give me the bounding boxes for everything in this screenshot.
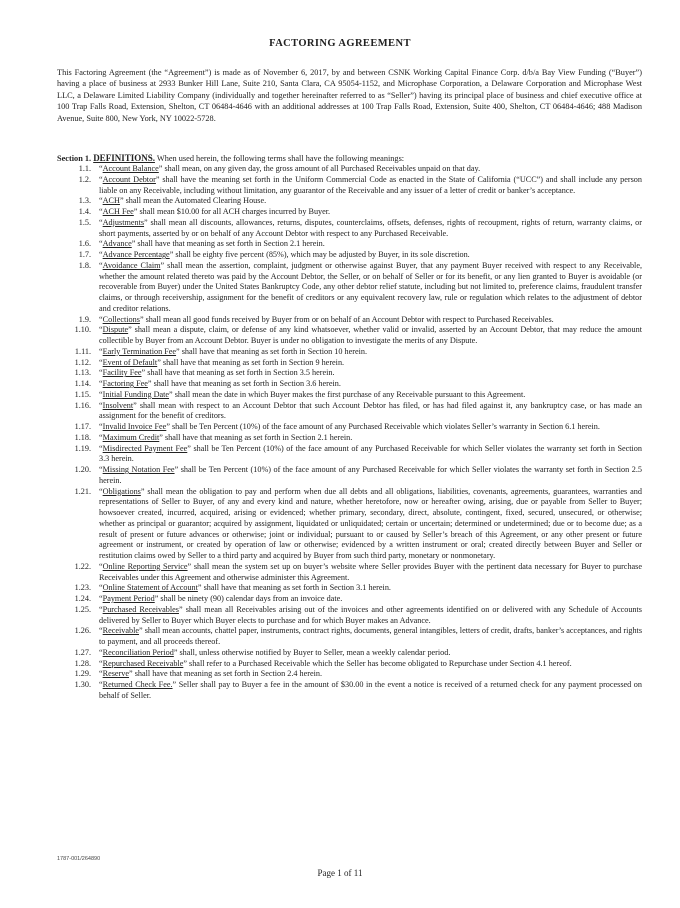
definition-item — [57, 444, 642, 466]
definition-text: ” shall refer to a Purchased Receivable which the Seller has become obligated to Repurchase under Section 4.1 hereof. — [183, 658, 572, 668]
definition-term: Online Reporting Service — [102, 561, 188, 571]
definition-item — [57, 433, 642, 444]
definition-item — [57, 594, 642, 605]
definition-term: Avoidance Claim — [102, 260, 161, 270]
definition-number: 1.14. — [74, 379, 91, 388]
definition-term: Payment Period — [102, 594, 155, 603]
definition-body — [99, 594, 642, 605]
definition-item — [57, 680, 642, 702]
definition-open-quote: “ — [99, 325, 103, 335]
definition-item — [57, 465, 642, 487]
definition-term: Advance Percentage — [102, 250, 170, 259]
definition-term: Collections — [102, 314, 140, 324]
definition-open-quote: “ — [99, 400, 103, 410]
definition-text: ” shall have that meaning as set forth in Section 3.5 herein. — [141, 368, 335, 378]
definition-number: 1.29. — [74, 669, 91, 679]
definition-term: Insolvent — [102, 400, 134, 410]
definition-body — [99, 358, 642, 369]
definition-open-quote: “ — [99, 368, 103, 378]
definition-number: 1.15. — [74, 389, 91, 399]
intro-paragraph: This Factoring Agreement (the “Agreement”) is made as of November 6, 2017, by and between CSNK Working Capital Finance Corp. d/b/a Bay View Funding (“Buyer”) having a place of business at 2933 Bunker Hill Lane, Suite 210, Santa Clara, CA 95054-1152, and Microphase Corporation, a Delaware Corporation and Microphase West LLC, a Delaware Limited Liability Company (individually and together hereinafter referred to as “Seller”) having its principal place of business and chief executive office at 100 Trap Falls Road, Extension, Shelton, CT 06484-4646 with an additional addresses at 100 Trap Falls Road, Extension, Suite 400, Shelton, CT 06484-4646; 488 Madison Avenue, Suite 800, New York, NY 10022-5728. — [57, 68, 642, 123]
definition-item — [57, 669, 642, 680]
definition-text: ” shall be ninety (90) calendar days from an invoice date. — [154, 594, 343, 603]
definition-text: ” shall, unless otherwise notified by Buyer to Seller, mean a weekly calendar period. — [173, 647, 451, 657]
definition-item — [57, 401, 642, 423]
definition-body — [99, 659, 642, 670]
definition-body — [99, 250, 642, 261]
definition-term: Misdirected Payment Fee — [102, 443, 188, 453]
definition-text: ” shall mean the Automated Clearing House. — [119, 196, 267, 206]
definition-number: 1.26. — [74, 626, 91, 636]
definition-term: Early Termination Fee — [102, 346, 177, 356]
definition-body — [99, 175, 642, 197]
definition-number: 1.3. — [78, 196, 91, 206]
definition-number: 1.19. — [74, 443, 91, 453]
definition-term: Online Statement of Account — [102, 583, 198, 593]
definition-item — [57, 325, 642, 347]
definition-item — [57, 626, 642, 648]
definition-body — [99, 207, 642, 218]
definition-body — [99, 261, 642, 315]
definition-item — [57, 250, 642, 261]
definition-number: 1.2. — [78, 174, 91, 184]
definition-item — [57, 315, 642, 326]
definition-body — [99, 605, 642, 627]
definition-term: Invalid Invoice Fee — [102, 422, 167, 431]
definition-text: ” shall mean all good funds received by Buyer from or on behalf of an Account Debtor with respect to Purchased Receivables. — [139, 314, 554, 324]
definition-item — [57, 218, 642, 240]
definition-number: 1.27. — [74, 647, 91, 657]
definition-term: Receivable — [102, 626, 140, 636]
definition-item — [57, 196, 642, 207]
definition-open-quote: “ — [99, 583, 103, 593]
definition-body — [99, 562, 642, 584]
definition-number: 1.23. — [74, 583, 91, 593]
definition-text: ” shall have that meaning as set forth in Section 2.1 herein. — [159, 432, 353, 442]
definition-term: Purchased Receivables — [102, 604, 179, 614]
definition-body — [99, 315, 642, 326]
definition-item — [57, 164, 642, 175]
definition-number: 1.18. — [74, 432, 91, 442]
definition-number: 1.28. — [74, 658, 91, 668]
definition-text: ” shall mean the assertion, complaint, judgment or otherwise against Buyer, that any payment Buyer received with respect to any Receivable, whether the amount related thereto was paid by the Account Debtor, the Seller, or on behalf of Seller or for its benefit, or any lien granted to Buyer is avoidable (or recoverable from Buyer) under the United States Bankruptcy Code, any other debtor relief statute, including but not limited to, preference claims, fraudulent transfer claims, or through receivership, assignment for the benefit of creditors or any equivalent recovery law, rule or regulation which relates to the adjustment of debtor and creditor relations. — [99, 260, 643, 313]
definition-number: 1.13. — [74, 368, 91, 378]
definition-text: ” shall have that meaning as set forth in Section 2.4 herein. — [129, 669, 323, 679]
definition-term: Missing Notation Fee — [102, 465, 175, 474]
definition-text: ” shall mean all Receivables arising out of the invoices and other agreements identified on or delivered with any Schedule of Accounts delivered by Seller to Buyer which Buyer elects to purchase and for which Buyer makes an Advance. — [99, 604, 642, 625]
definition-text: ” shall mean all discounts, allowances, returns, disputes, counterclaims, offsets, defenses, rights of recoupment, rights of return, warranty claims, or short payments, asserted by or on behalf of any Account Debtor with respect to any Purchased Receivable. — [99, 217, 642, 238]
definition-term: Initial Funding Date — [102, 389, 170, 399]
definition-item — [57, 583, 642, 594]
definition-text: ” shall mean a dispute, claim, or defense of any kind whatsoever, whether valid or invalid, asserted by an Account Debtor, that may reduce the amount collectible by Buyer from an Account Debtor. Buyer is under no obligation to investigate the merits of any Dispute. — [99, 325, 642, 345]
definition-body — [99, 368, 642, 379]
definition-item — [57, 239, 642, 250]
definition-open-quote: “ — [99, 250, 103, 259]
definition-item — [57, 207, 642, 218]
definition-text: ” shall be eighty five percent (85%), which may be adjusted by Buyer, in its sole discretion. — [169, 250, 470, 259]
definition-open-quote: “ — [99, 669, 103, 679]
definition-open-quote: “ — [99, 647, 103, 657]
section-title: DEFINITIONS. — [93, 153, 155, 163]
definition-open-quote: “ — [99, 486, 103, 496]
section-heading — [57, 153, 642, 164]
definition-number: 1.21. — [74, 486, 91, 496]
definition-term: Repurchased Receivable — [102, 658, 184, 668]
definition-number: 1.17. — [74, 422, 91, 431]
definition-body — [99, 239, 642, 250]
definition-open-quote: “ — [99, 626, 103, 636]
definition-number: 1.25. — [74, 604, 91, 614]
definition-item — [57, 605, 642, 627]
definition-open-quote: “ — [99, 164, 103, 173]
definition-term: Account Debtor — [102, 174, 156, 184]
definition-body — [99, 325, 642, 347]
definition-open-quote: “ — [99, 217, 103, 227]
definition-body — [99, 626, 642, 648]
definition-item — [57, 347, 642, 358]
definition-open-quote: “ — [99, 422, 103, 431]
definition-text: ” shall be Ten Percent (10%) of the face amount of any Purchased Receivable for which Seller violates the warranty set forth in Section 2.5 herein. — [99, 465, 642, 485]
definition-open-quote: “ — [99, 443, 103, 453]
document-id: 1787-001/264890 — [57, 856, 101, 862]
definition-body — [99, 680, 642, 702]
definition-text: ” shall mean, on any given day, the gross amount of all Purchased Receivables unpaid on that day. — [158, 164, 481, 173]
definition-open-quote: “ — [99, 465, 103, 474]
definition-open-quote: “ — [99, 346, 103, 356]
definition-item — [57, 379, 642, 390]
definition-number: 1.20. — [74, 465, 91, 474]
definition-number: 1.1. — [78, 164, 91, 173]
definition-body — [99, 648, 642, 659]
definition-body — [99, 164, 642, 175]
definition-body — [99, 487, 642, 562]
definition-body — [99, 218, 642, 240]
definition-number: 1.24. — [74, 594, 91, 603]
definition-open-quote: “ — [99, 196, 103, 206]
definition-number: 1.7. — [78, 250, 91, 259]
section-number: Section 1. — [57, 154, 92, 163]
definition-body — [99, 422, 642, 433]
definition-open-quote: “ — [99, 432, 103, 442]
definition-text: ” shall be Ten Percent (10%) of the face amount of any Purchased Receivable which violates Seller’s warranty in Section 6.1 herein. — [166, 422, 600, 431]
definition-text: ” shall be Ten Percent (10%) of the face amount of any Purchased Receivable for which Seller violates the warranty set forth in Section 3.3 herein. — [99, 443, 642, 464]
definition-open-quote: “ — [99, 239, 103, 249]
definition-term: Advance — [102, 239, 132, 249]
definition-number: 1.30. — [74, 680, 91, 689]
definition-body — [99, 347, 642, 358]
definition-term: Reserve — [102, 669, 130, 679]
definition-item — [57, 175, 642, 197]
definition-item — [57, 562, 642, 584]
definition-text: ” shall have that meaning as set forth in Section 9 herein. — [157, 357, 345, 367]
definition-text: ” shall have that meaning as set forth in Section 3.6 herein. — [147, 379, 341, 388]
definition-item — [57, 659, 642, 670]
definition-open-quote: “ — [99, 379, 103, 388]
definition-term: Factoring Fee — [102, 379, 148, 388]
definition-term: Reconciliation Period — [102, 647, 174, 657]
definition-text: ” shall have the meaning set forth in the Uniform Commercial Code as enacted in the State of California (“UCC”) and shall include any person liable on any Receivable, including without limitation, any guarantor of the Receivable and any issuer of a letter of credit or banker’s acceptance. — [99, 174, 642, 195]
definition-open-quote: “ — [99, 314, 103, 324]
definition-open-quote: “ — [99, 680, 103, 689]
section-lead: When used herein, the following terms shall have the following meanings: — [154, 154, 405, 163]
definition-item — [57, 358, 642, 369]
definition-text: ” shall mean the system set up on buyer’s website where Seller provides Buyer with the pertinent data necessary for Buyer to purchase Receivables under this Agreement and otherwise administer this Agreement. — [99, 561, 642, 582]
definition-item — [57, 422, 642, 433]
definition-text: ” shall mean accounts, chattel paper, instruments, contract rights, documents, general intangibles, letters of credit, drafts, banker’s acceptances, and rights to payment, and all proceeds thereof. — [99, 626, 642, 646]
definition-number: 1.5. — [78, 217, 91, 227]
definition-term: Dispute — [102, 325, 129, 335]
definition-body — [99, 379, 642, 390]
definition-number: 1.22. — [74, 561, 91, 571]
definition-number: 1.9. — [78, 314, 91, 324]
definition-body — [99, 433, 642, 444]
definition-body — [99, 583, 642, 594]
definition-text: ” shall mean $10.00 for all ACH charges incurred by Buyer. — [133, 207, 331, 216]
definition-term: Facility Fee — [102, 368, 142, 378]
definition-open-quote: “ — [99, 561, 103, 571]
definition-number: 1.12. — [74, 357, 91, 367]
definition-body — [99, 390, 642, 401]
definition-item — [57, 261, 642, 315]
definition-open-quote: “ — [99, 658, 103, 668]
definition-number: 1.10. — [74, 325, 91, 335]
definition-text: ” Seller shall pay to Buyer a fee in the amount of $30.00 in the event a notice is received of a returned check for any payment processed on behalf of Seller. — [99, 680, 642, 700]
definition-text: ” shall mean the obligation to pay and perform when due all debts and all obligations, liabilities, covenants, agreements, guarantees, warranties and representations of Seller to Buyer, of any and every kind and nature, whether heretofore, now or hereafter owing, arising, due or payable from Seller to Buyer; howsoever created, incurred, acquired, arising or evidenced; whether primary, secondary, direct, absolute, contingent, fixed, secured, unsecured, or otherwise; whether as principal or guarantor; acquired by assignment, liquidated or unliquidated; certain or uncertain; determined or undetermined; due or to become due; as a result of present or future advances or otherwise; joint or individual; pursuant to or caused by Seller’s breach of this Agreement, or any other present or future agreement or instrument, or created by operation of law or otherwise; evidenced by a written instrument or oral; created directly between Buyer and Seller or restitution claims owed by Seller to a third party and acquired by Buyer from such third party, monetary or nonmonetary. — [99, 486, 642, 560]
definition-term: Returned Check Fee. — [102, 680, 173, 689]
definition-text: ” shall have that meaning as set forth in Section 3.1 herein. — [197, 583, 391, 593]
definition-open-quote: “ — [99, 260, 103, 270]
definition-term: Adjustments — [102, 217, 145, 227]
definition-term: ACH — [102, 196, 120, 206]
definitions-list — [57, 164, 642, 702]
definition-text: ” shall mean with respect to an Account Debtor that such Account Debtor has filed, or has had filed against it, any bankruptcy case, or has made an assignment for the benefit of creditors. — [99, 400, 642, 421]
definition-body — [99, 444, 642, 466]
definition-open-quote: “ — [99, 604, 103, 614]
page-number: Page 1 of 11 — [317, 868, 363, 878]
definition-term: Obligations — [102, 486, 141, 496]
definition-number: 1.11. — [74, 346, 91, 356]
definition-open-quote: “ — [99, 389, 103, 399]
definition-open-quote: “ — [99, 357, 103, 367]
definition-text: ” shall mean the date in which Buyer makes the first purchase of any Receivable pursuant to this Agreement. — [169, 389, 526, 399]
definition-body — [99, 465, 642, 487]
definition-text: ” shall have that meaning as set forth in Section 10 herein. — [176, 346, 368, 356]
definition-open-quote: “ — [99, 174, 103, 184]
definition-number: 1.16. — [74, 400, 91, 410]
definition-body — [99, 401, 642, 423]
definition-item — [57, 487, 642, 562]
definition-text: ” shall have that meaning as set forth in Section 2.1 herein. — [131, 239, 325, 249]
definition-number: 1.8. — [78, 260, 91, 270]
definition-term: ACH Fee — [102, 207, 134, 216]
definition-term: Event of Default — [102, 357, 158, 367]
document-title: FACTORING AGREEMENT — [269, 38, 411, 49]
definition-open-quote: “ — [99, 207, 103, 216]
definition-body — [99, 669, 642, 680]
definition-item — [57, 648, 642, 659]
definition-item — [57, 368, 642, 379]
definition-item — [57, 390, 642, 401]
definition-number: 1.4. — [78, 207, 91, 216]
definition-body — [99, 196, 642, 207]
definition-term: Account Balance — [102, 164, 159, 173]
definition-number: 1.6. — [78, 239, 91, 249]
definition-term: Maximum Credit — [102, 432, 160, 442]
definition-open-quote: “ — [99, 594, 103, 603]
